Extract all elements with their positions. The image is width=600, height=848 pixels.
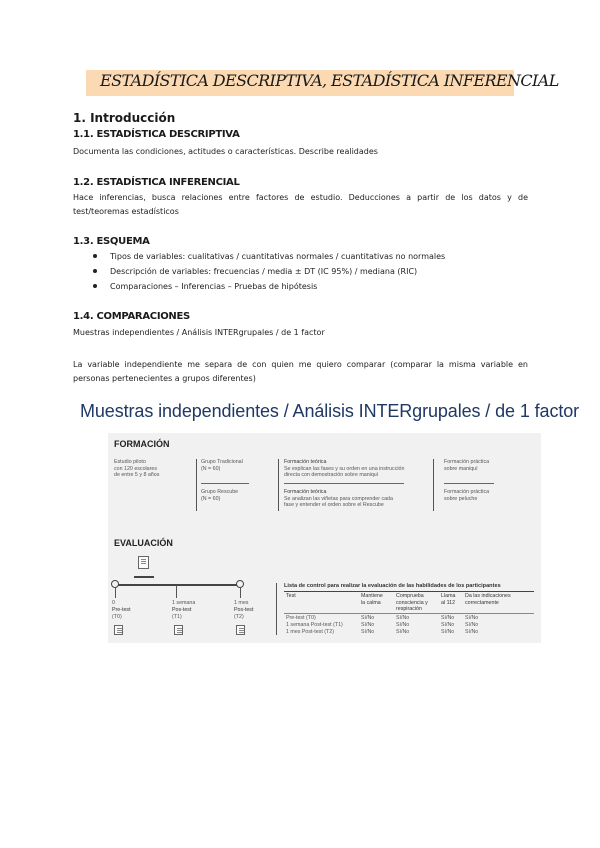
divider	[276, 583, 277, 635]
heading-descriptiva: 1.1. ESTADÍSTICA DESCRIPTIVA	[73, 129, 240, 140]
formacion-teorica-2: Formación teórica Se analizan las viñetas para comprender cada fase y entender el orden sobre el Rescube	[284, 489, 393, 508]
divider	[284, 613, 534, 614]
timeline-t1: 1 semana Pos-test (T1)	[172, 600, 196, 620]
table-header-test: Test	[286, 593, 296, 599]
table-header-calma: Mantiene la calma	[361, 593, 383, 606]
formacion-practica-1: Formación práctica sobre maniquí	[444, 459, 490, 472]
tick	[115, 588, 116, 598]
table-cell: Sí/No	[361, 615, 375, 621]
table-header-112: Llama al 112	[441, 593, 456, 606]
formacion-title: FORMACIÓN	[114, 439, 170, 449]
text-inferencial: Hace inferencias, busca relaciones entre factores de estudio. Deducciones a partir de los datos y de test/teoremas estadísticos	[73, 193, 528, 216]
timeline-t0: 0 Pre-test (T0)	[112, 600, 131, 620]
page-title: ESTADÍSTICA DESCRIPTIVA, ESTADÍSTICA INFERENCIAL	[100, 71, 559, 90]
document-icon	[114, 625, 123, 635]
tick	[176, 585, 177, 598]
table-cell: Sí/No	[465, 615, 479, 621]
formacion-practica-2: Formación práctica sobre peluche	[444, 489, 490, 502]
divider	[284, 591, 534, 592]
table-row: 1 semana Post-test (T1)	[286, 622, 343, 628]
table-cell: Sí/No	[361, 629, 375, 635]
estudio-text: Estudio piloto con 120 escolares de entre 5 y 8 años	[114, 459, 160, 478]
timeline-marker	[111, 580, 119, 588]
grupo-tradicional: Grupo Tradicional (N = 60)	[201, 459, 243, 472]
table-row: Pre-test (T0)	[286, 615, 316, 621]
heading-esquema: 1.3. ESQUEMA	[73, 236, 150, 247]
table-cell: Sí/No	[361, 622, 375, 628]
list-item: Comparaciones – Inferencias – Pruebas de hipótesis	[93, 279, 445, 294]
clipboard-icon	[138, 556, 149, 569]
timeline-line	[115, 584, 243, 586]
heading-comparaciones: 1.4. COMPARACIONES	[73, 311, 190, 322]
text-comparaciones: Muestras independientes / Análisis INTERgrupales / de 1 factor	[73, 328, 325, 337]
list-item: Tipos de variables: cualitativas / cuantitativas normales / cuantitativas no normales	[93, 249, 445, 264]
table-row: 1 mes Post-test (T2)	[286, 629, 334, 635]
list-item: Descripción de variables: frecuencias / media ± DT (IC 95%) / mediana (RIC)	[93, 264, 445, 279]
divider	[201, 483, 249, 484]
document-icon	[236, 625, 245, 635]
text-descriptiva: Documenta las condiciones, actitudes o características. Describe realidades	[73, 147, 378, 156]
formacion-teorica-1: Formación teórica Se explican las fases y su orden en una instrucción directa con demostración sobre maniquí	[284, 459, 405, 478]
timeline-t2: 1 mes Pos-test (T2)	[234, 600, 254, 620]
divider	[284, 483, 404, 484]
big-heading: Muestras independientes / Análisis INTERgrupales / de 1 factor	[80, 401, 580, 421]
heading-inferencial: 1.2. ESTADÍSTICA INFERENCIAL	[73, 177, 240, 188]
table-cell: Sí/No	[396, 622, 410, 628]
table-header-indicaciones: Da las indicaciones correctamente	[465, 593, 511, 606]
table-cell: Sí/No	[396, 629, 410, 635]
table-cell: Sí/No	[465, 622, 479, 628]
table-cell: Sí/No	[441, 629, 455, 635]
esquema-list	[93, 249, 445, 294]
document-icon	[174, 625, 183, 635]
divider	[444, 483, 494, 484]
table-cell: Sí/No	[396, 615, 410, 621]
divider	[196, 459, 197, 511]
text-comparaciones-detail: La variable independiente me separa de con quien me quiero comparar (comparar la misma variable en personas pertenecientes a grupos diferentes)	[73, 360, 528, 383]
table-cell: Sí/No	[441, 615, 455, 621]
table-cell: Sí/No	[465, 629, 479, 635]
divider	[134, 576, 154, 578]
study-design-figure	[108, 433, 541, 643]
table-title: Lista de control para realizar la evaluación de las habilidades de los participantes	[284, 583, 501, 589]
table-cell: Sí/No	[441, 622, 455, 628]
section-heading-intro: 1. Introducción	[73, 111, 176, 125]
divider	[433, 459, 434, 511]
table-header-consciencia: Comprueba consciencia y respiración	[396, 593, 428, 612]
timeline-marker	[236, 580, 244, 588]
evaluacion-title: EVALUACIÓN	[114, 538, 173, 548]
tick	[240, 588, 241, 598]
divider	[278, 459, 279, 511]
grupo-rescube: Grupo Rescube (N = 60)	[201, 489, 239, 502]
